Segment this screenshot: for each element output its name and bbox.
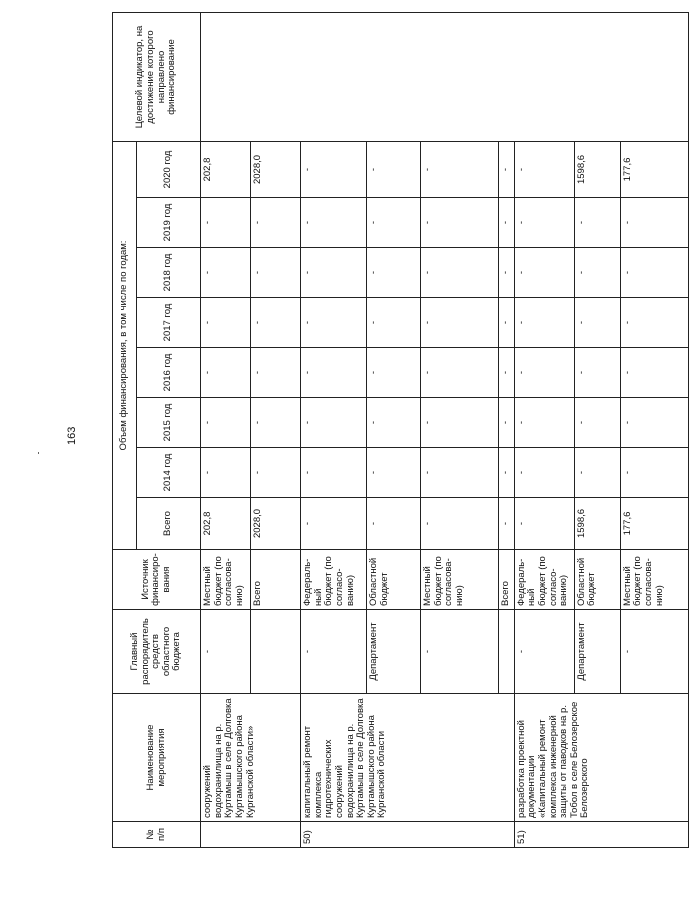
rotated-table-container (112, 25, 665, 848)
cell-distributor (499, 610, 515, 694)
cell-source: Федераль-ный бюджет (по согласо-ванию) (301, 550, 367, 610)
cell-y2014: - (514, 448, 574, 498)
cell-source: Всего (251, 550, 301, 610)
cell-y2019: - (367, 198, 421, 248)
header-2016: 2016 год (137, 348, 201, 398)
header-num: № п/п (113, 822, 201, 848)
cell-y2018: - (301, 248, 367, 298)
cell-y2018: - (574, 248, 620, 298)
cell-y2018: - (251, 248, 301, 298)
cell-y2015: - (367, 398, 421, 448)
header-2018: 2018 год (137, 248, 201, 298)
cell-y2016: - (499, 348, 515, 398)
cell-y2018: - (201, 248, 251, 298)
cell-source: Местный бюджет (по согласова-нию) (421, 550, 499, 610)
cell-y2019: - (499, 198, 515, 248)
cell-y2016: - (514, 348, 574, 398)
cell-y2017: - (499, 298, 515, 348)
cell-y2016: - (367, 348, 421, 398)
header-name: Наименование мероприятия (113, 694, 201, 822)
cell-distributor: Департамент (367, 610, 421, 694)
table-body (201, 12, 689, 847)
cell-y2015: - (499, 398, 515, 448)
cell-y2017: - (574, 298, 620, 348)
cell-y2016: - (421, 348, 499, 398)
cell-source: Местный бюджет (по согласова-нию) (201, 550, 251, 610)
cell-y2014: - (574, 448, 620, 498)
cell-y2014: - (421, 448, 499, 498)
header-distributor: Главный распорядитель средств областного бюджета (113, 610, 201, 694)
cell-y2015: - (251, 398, 301, 448)
cell-y2020: - (301, 141, 367, 197)
cell-y2014: - (367, 448, 421, 498)
cell-y2015: - (201, 398, 251, 448)
cell-y2017: - (514, 298, 574, 348)
cell-y2015: - (620, 398, 688, 448)
cell-y2020: - (421, 141, 499, 197)
cell-y2017: - (301, 298, 367, 348)
header-2019: 2019 год (137, 198, 201, 248)
cell-y2018: - (514, 248, 574, 298)
cell-y2019: - (251, 198, 301, 248)
cell-y2015: - (574, 398, 620, 448)
cell-y2020: - (499, 141, 515, 197)
cell-total: 1598,6 (574, 498, 620, 550)
cell-total: - (301, 498, 367, 550)
cell-source: Федераль-ный бюджет (по согласо-ванию) (514, 550, 574, 610)
cell-y2015: - (421, 398, 499, 448)
cell-y2020: 1598,6 (574, 141, 620, 197)
cell-total: 2028,0 (251, 498, 301, 550)
cell-y2016: - (574, 348, 620, 398)
cell-total: - (421, 498, 499, 550)
cell-distributor: - (201, 610, 251, 694)
cell-y2017: - (620, 298, 688, 348)
cell-distributor: - (301, 610, 367, 694)
cell-y2014: - (620, 448, 688, 498)
cell-total: 177,6 (620, 498, 688, 550)
header-2017: 2017 год (137, 298, 201, 348)
measure-name: сооружений водохранилища на р. Куртамыш в селе Долговка Куртамышского района Курганской области» (201, 694, 301, 822)
cell-distributor: - (421, 610, 499, 694)
cell-y2017: - (251, 298, 301, 348)
cell-source: Местный бюджет (по согласова-нию) (620, 550, 688, 610)
header-indicator: Целевой индикатор, на достижение которого направлено финансирование (113, 12, 201, 141)
cell-y2019: - (301, 198, 367, 248)
page-number: 163 (66, 426, 78, 445)
header-source: Источник финансиро-вания (113, 550, 201, 610)
cell-y2016: - (201, 348, 251, 398)
cell-total: 202,8 (201, 498, 251, 550)
cell-distributor: - (514, 610, 574, 694)
cell-y2016: - (251, 348, 301, 398)
cell-total: - (499, 498, 515, 550)
header-2015: 2015 год (137, 398, 201, 448)
cell-y2014: - (499, 448, 515, 498)
cell-y2018: - (421, 248, 499, 298)
cell-indicator (201, 12, 689, 141)
financing-table (112, 12, 689, 848)
cell-y2020: 2028,0 (251, 141, 301, 197)
cell-y2020: 202,8 (201, 141, 251, 197)
header-2020: 2020 год (137, 141, 201, 197)
scan-speck (38, 452, 39, 454)
cell-y2017: - (201, 298, 251, 348)
cell-y2014: - (251, 448, 301, 498)
cell-total: - (367, 498, 421, 550)
measure-name: разработка проектной документации «Капитальный ремонт комплекса инженерной защиты от паводков на р. Тобол в селе Белозерское Белозерского (514, 694, 688, 822)
cell-y2020: - (514, 141, 574, 197)
header-total: Всего (137, 498, 201, 550)
cell-y2020: 177,6 (620, 141, 688, 197)
cell-y2018: - (499, 248, 515, 298)
cell-y2018: - (367, 248, 421, 298)
cell-y2017: - (367, 298, 421, 348)
measure-name: капитальный ремонт комплекса гидротехнических сооружений водохранилища на р. Куртамыш в селе Долговка Куртамышского района Курганской области (301, 694, 515, 822)
cell-distributor: Департамент (574, 610, 620, 694)
cell-y2019: - (620, 198, 688, 248)
cell-y2019: - (574, 198, 620, 248)
row-number: 50) (301, 822, 515, 848)
cell-y2016: - (301, 348, 367, 398)
cell-y2019: - (201, 198, 251, 248)
cell-y2015: - (301, 398, 367, 448)
row-number (201, 822, 301, 848)
cell-y2014: - (201, 448, 251, 498)
cell-total: - (514, 498, 574, 550)
cell-y2017: - (421, 298, 499, 348)
table-row (201, 12, 251, 847)
cell-y2019: - (514, 198, 574, 248)
cell-source: Областной бюджет (574, 550, 620, 610)
header-volume: Объем финансирования, в том числе по годам: (113, 141, 137, 549)
cell-source: Областной бюджет (367, 550, 421, 610)
cell-distributor (251, 610, 301, 694)
header-2014: 2014 год (137, 448, 201, 498)
cell-y2020: - (367, 141, 421, 197)
row-number: 51) (514, 822, 688, 848)
cell-y2014: - (301, 448, 367, 498)
cell-y2015: - (514, 398, 574, 448)
cell-y2016: - (620, 348, 688, 398)
cell-y2019: - (421, 198, 499, 248)
cell-distributor: - (620, 610, 688, 694)
cell-source: Всего (499, 550, 515, 610)
cell-y2018: - (620, 248, 688, 298)
